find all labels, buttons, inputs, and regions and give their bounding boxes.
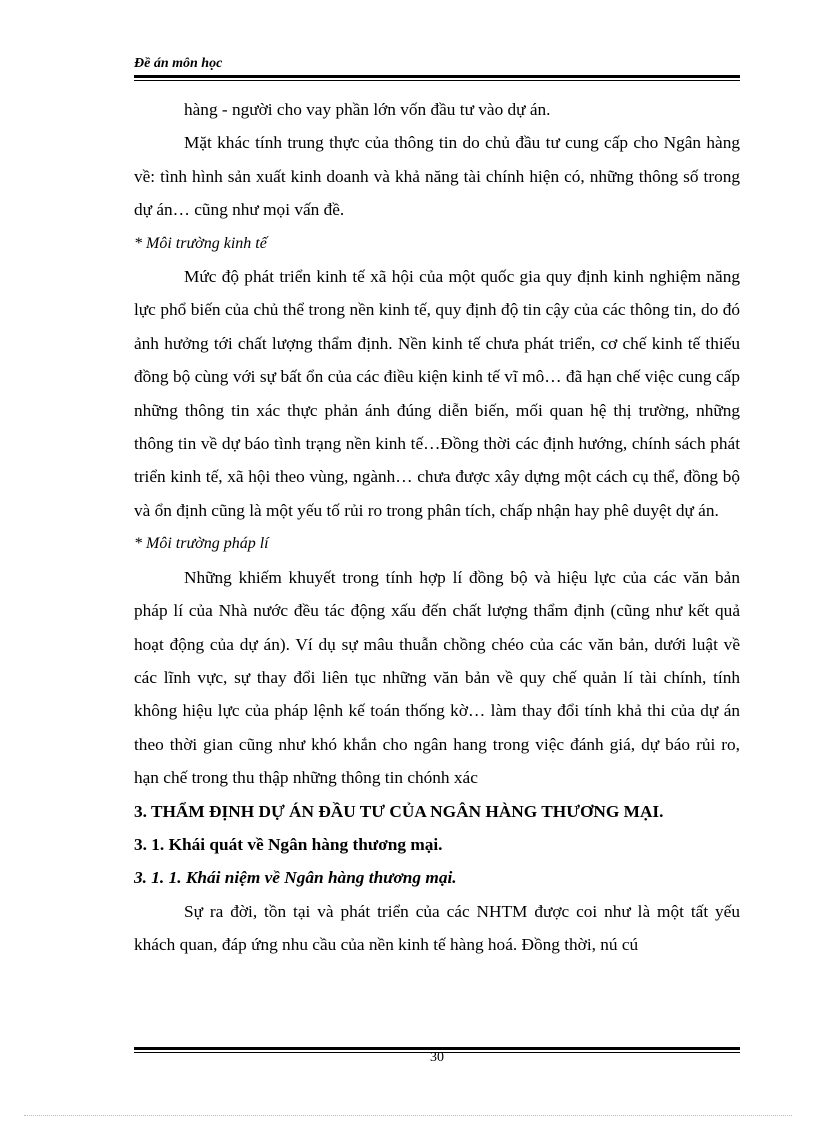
paragraph: Những khiếm khuyết trong tính hợp lí đồng bộ và hiệu lực của các văn bản pháp lí của Nhà nước đều tác động xấu đến chất lượng thẩm định (cũng như kết quả hoạt động của dự án). Ví dụ sự mâu thuẫn chồng chéo của các văn bản, dưới luật về các lĩnh vực, sự thay đổi liên tục những văn bản về quy chế quản lí tài chính, tính không hiệu lực của pháp lệnh kế toán thống kờ… làm thay đổi tính khả thi của dự án theo thời gian cũng như khó khắn cho ngân hang trong việc đánh giá, dự báo rủi ro, hạn chế trong thu thập những thông tin chónh xác <box>134 567 740 788</box>
section-label-legal-environment: * Môi trường pháp lí <box>134 535 269 553</box>
page-header-title: Đề án môn học <box>134 56 223 71</box>
page-number: 30 <box>430 1050 444 1065</box>
page-bottom-dotted-line <box>24 1115 792 1116</box>
section-label-economic-environment: * Môi trường kinh tế <box>134 234 267 252</box>
heading-level-3: 3. 1. 1. Khái niệm về Ngân hàng thương mại. <box>134 868 457 888</box>
paragraph: Mặt khác tính trung thực của thông tin do chủ đầu tư cung cấp cho Ngân hàng về: tình hình sản xuất kinh doanh và khả năng tài chính hiện có, những thông số trong dự án… cũng như mọi vấn đề. <box>134 133 740 220</box>
paragraph: hàng - người cho vay phần lớn vốn đầu tư vào dự án. <box>184 100 551 119</box>
heading-level-1: 3. THẨM ĐỊNH DỰ ÁN ĐẦU TƯ CỦA NGÂN HÀNG THƯƠNG MẠI. <box>134 801 664 821</box>
document-body <box>134 93 740 962</box>
paragraph: Mức độ phát triển kinh tế xã hội của một quốc gia quy định kinh nghiệm năng lực phổ biến của chủ thể trong nền kinh tế, quy định độ tin cậy của các thông tin, do đó ảnh hưởng tới chất lượng thẩm định. Nền kinh tế chưa phát triển, cơ chế kinh tế thiếu đồng bộ cùng với sự bất ổn của các điều kiện kinh tế vĩ mô… đã hạn chế việc cung cấp những thông tin xác thực phản ánh đúng diễn biến, mối quan hệ thị trường, những thông tin về dự báo tình trạng nền kinh tế…Đồng thời các định hướng, chính sách phát triển kinh tế, xã hội theo vùng, ngành… chưa được xây dựng một cách cụ thể, đồng bộ và ổn định cũng là một yếu tố rủi ro trong phân tích, chấp nhận hay phê duyệt dự án. <box>134 267 740 520</box>
heading-level-2: 3. 1. Khái quát về Ngân hàng thương mại. <box>134 834 443 854</box>
paragraph: Sự ra đời, tồn tại và phát triển của các NHTM được coi như là một tất yếu khách quan, đáp ứng nhu cầu của nền kinh tế hàng hoá. Đồng thời, nú cú <box>134 901 740 955</box>
header-rule <box>134 75 740 81</box>
